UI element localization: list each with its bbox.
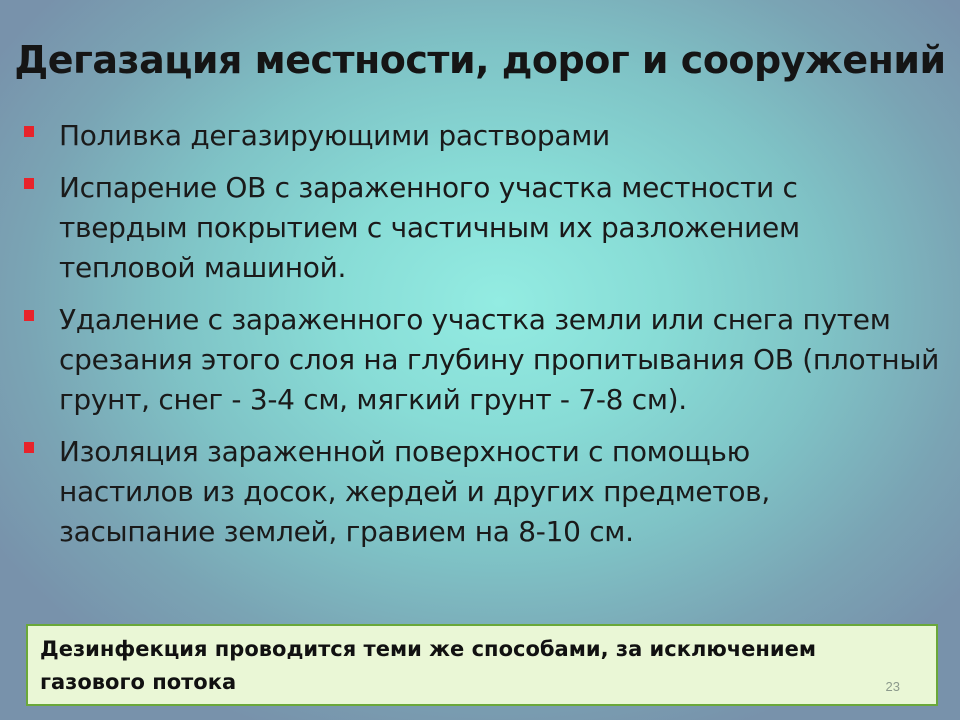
slide-number: 23 xyxy=(885,679,900,694)
square-bullet-icon xyxy=(24,126,34,137)
bullet-text: Изоляция зараженной поверхности с помощью настилов из досок, жердей и других предметов, засыпание землей, гравием на 8-10 см. xyxy=(59,435,770,548)
bullet-text: Испарение ОВ с зараженного участка местности с твердым покрытием с частичным их разложением тепловой машиной. xyxy=(59,171,800,284)
square-bullet-icon xyxy=(24,310,34,321)
slide-title: Дегазация местности, дорог и сооружений xyxy=(14,38,946,82)
bullet-text: Удаление с зараженного участка земли или снега путем срезания этого слоя на глубину пропитывания ОВ (плотный грунт, снег - 3-4 см, мягкий грунт - 7-8 см). xyxy=(59,303,940,416)
bullet-item xyxy=(22,300,942,420)
bullet-item xyxy=(22,116,942,156)
bullet-item xyxy=(22,432,942,552)
square-bullet-icon xyxy=(24,442,34,453)
bullet-list xyxy=(22,116,942,564)
square-bullet-icon xyxy=(24,178,34,189)
bullet-text: Поливка дегазирующими растворами xyxy=(59,119,610,152)
note-box xyxy=(26,624,938,706)
note-text: Дезинфекция проводится теми же способами, за исключением газового потока xyxy=(40,637,817,694)
bullet-item xyxy=(22,168,942,288)
